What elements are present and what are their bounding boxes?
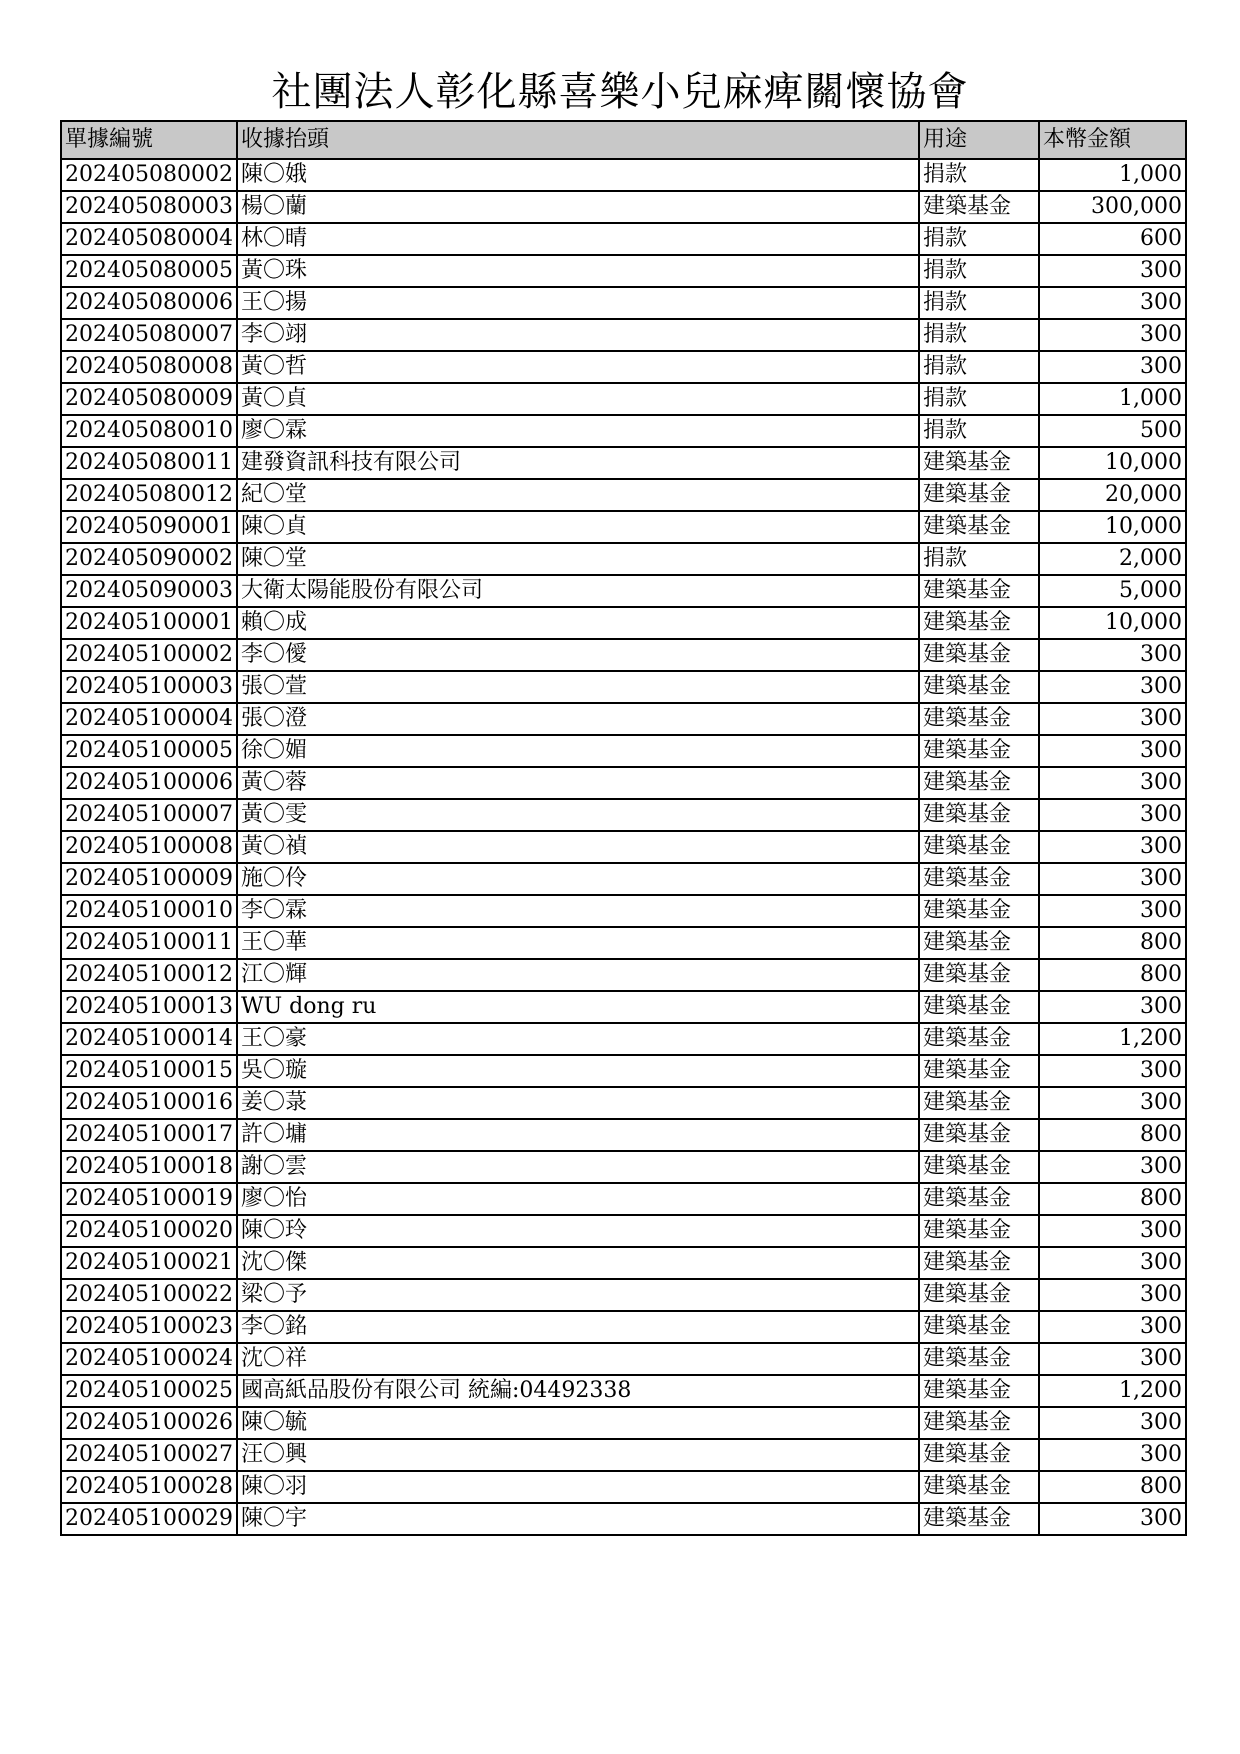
receipt-title-cell: 國高紙品股份有限公司 統編:04492338 <box>237 1375 919 1407</box>
amount-cell: 800 <box>1039 959 1186 991</box>
table-row <box>61 255 1186 287</box>
table-row <box>61 1215 1186 1247</box>
receipt-number-cell: 202405100007 <box>61 799 237 831</box>
purpose-cell: 建築基金 <box>919 575 1039 607</box>
table-row <box>61 607 1186 639</box>
receipts-table <box>60 120 1187 1536</box>
receipt-title-cell: 李〇僾 <box>237 639 919 671</box>
table-row <box>61 1375 1186 1407</box>
amount-cell: 10,000 <box>1039 511 1186 543</box>
table-row <box>61 1247 1186 1279</box>
receipt-number-cell: 202405100001 <box>61 607 237 639</box>
purpose-cell: 建築基金 <box>919 191 1039 223</box>
purpose-cell: 建築基金 <box>919 1311 1039 1343</box>
table-row <box>61 1311 1186 1343</box>
receipt-title-cell: 梁〇予 <box>237 1279 919 1311</box>
purpose-cell: 捐款 <box>919 543 1039 575</box>
receipt-number-cell: 202405100020 <box>61 1215 237 1247</box>
purpose-cell: 捐款 <box>919 319 1039 351</box>
purpose-cell: 建築基金 <box>919 991 1039 1023</box>
receipt-title-cell: 李〇霖 <box>237 895 919 927</box>
receipt-number-cell: 202405100014 <box>61 1023 237 1055</box>
receipt-title-cell: 黃〇禎 <box>237 831 919 863</box>
table-body <box>61 159 1186 1535</box>
receipt-number-cell: 202405080009 <box>61 383 237 415</box>
purpose-cell: 建築基金 <box>919 479 1039 511</box>
purpose-cell: 捐款 <box>919 415 1039 447</box>
receipt-number-cell: 202405080010 <box>61 415 237 447</box>
purpose-cell: 建築基金 <box>919 863 1039 895</box>
receipt-title-cell: 黃〇貞 <box>237 383 919 415</box>
table-row <box>61 895 1186 927</box>
purpose-cell: 建築基金 <box>919 831 1039 863</box>
receipt-title-cell: 林〇晴 <box>237 223 919 255</box>
receipt-title-cell: 楊〇蘭 <box>237 191 919 223</box>
receipt-title-cell: 張〇澄 <box>237 703 919 735</box>
amount-cell: 300 <box>1039 1503 1186 1535</box>
amount-cell: 800 <box>1039 927 1186 959</box>
amount-cell: 10,000 <box>1039 447 1186 479</box>
table-row <box>61 703 1186 735</box>
receipt-number-cell: 202405100003 <box>61 671 237 703</box>
purpose-cell: 建築基金 <box>919 447 1039 479</box>
receipt-title-cell: 黃〇蓉 <box>237 767 919 799</box>
amount-cell: 300 <box>1039 863 1186 895</box>
amount-cell: 300 <box>1039 799 1186 831</box>
table-row <box>61 671 1186 703</box>
amount-cell: 20,000 <box>1039 479 1186 511</box>
receipt-number-cell: 202405100011 <box>61 927 237 959</box>
receipt-title-cell: 施〇伶 <box>237 863 919 895</box>
table-row <box>61 639 1186 671</box>
amount-cell: 300 <box>1039 319 1186 351</box>
purpose-cell: 捐款 <box>919 287 1039 319</box>
receipt-number-cell: 202405100023 <box>61 1311 237 1343</box>
receipt-title-cell: 江〇輝 <box>237 959 919 991</box>
receipt-number-cell: 202405100019 <box>61 1183 237 1215</box>
receipt-title-cell: 陳〇毓 <box>237 1407 919 1439</box>
receipt-title-cell: 姜〇菉 <box>237 1087 919 1119</box>
header-purpose: 用途 <box>919 121 1039 159</box>
receipt-title-cell: 張〇萱 <box>237 671 919 703</box>
table-row <box>61 767 1186 799</box>
receipt-number-cell: 202405100026 <box>61 1407 237 1439</box>
table-row <box>61 383 1186 415</box>
purpose-cell: 捐款 <box>919 159 1039 191</box>
amount-cell: 300 <box>1039 1087 1186 1119</box>
purpose-cell: 建築基金 <box>919 607 1039 639</box>
purpose-cell: 建築基金 <box>919 1055 1039 1087</box>
receipt-title-cell: 大衛太陽能股份有限公司 <box>237 575 919 607</box>
purpose-cell: 建築基金 <box>919 895 1039 927</box>
table-row <box>61 991 1186 1023</box>
amount-cell: 300 <box>1039 767 1186 799</box>
receipt-number-cell: 202405080007 <box>61 319 237 351</box>
amount-cell: 600 <box>1039 223 1186 255</box>
purpose-cell: 捐款 <box>919 255 1039 287</box>
amount-cell: 300 <box>1039 671 1186 703</box>
amount-cell: 300 <box>1039 255 1186 287</box>
table-row <box>61 1087 1186 1119</box>
receipt-number-cell: 202405090002 <box>61 543 237 575</box>
document-title: 社團法人彰化縣喜樂小兒麻痺關懷協會 <box>271 69 969 115</box>
table-row <box>61 319 1186 351</box>
receipt-title-cell: 陳〇堂 <box>237 543 919 575</box>
amount-cell: 300 <box>1039 639 1186 671</box>
receipt-title-cell: 陳〇娥 <box>237 159 919 191</box>
receipt-title-cell: 王〇華 <box>237 927 919 959</box>
receipt-number-cell: 202405080008 <box>61 351 237 383</box>
purpose-cell: 建築基金 <box>919 799 1039 831</box>
amount-cell: 300 <box>1039 735 1186 767</box>
receipt-title-cell: 賴〇成 <box>237 607 919 639</box>
purpose-cell: 捐款 <box>919 383 1039 415</box>
table-row <box>61 479 1186 511</box>
purpose-cell: 捐款 <box>919 351 1039 383</box>
receipt-number-cell: 202405080011 <box>61 447 237 479</box>
receipt-number-cell: 202405100009 <box>61 863 237 895</box>
receipt-number-cell: 202405100027 <box>61 1439 237 1471</box>
table-row <box>61 1343 1186 1375</box>
receipt-title-cell: 陳〇羽 <box>237 1471 919 1503</box>
amount-cell: 300 <box>1039 1407 1186 1439</box>
amount-cell: 300 <box>1039 1247 1186 1279</box>
purpose-cell: 捐款 <box>919 223 1039 255</box>
receipt-title-cell: 徐〇媚 <box>237 735 919 767</box>
receipt-number-cell: 202405100012 <box>61 959 237 991</box>
purpose-cell: 建築基金 <box>919 1119 1039 1151</box>
receipt-number-cell: 202405100017 <box>61 1119 237 1151</box>
table-row <box>61 927 1186 959</box>
table-row <box>61 575 1186 607</box>
table-row <box>61 863 1186 895</box>
receipt-number-cell: 202405080012 <box>61 479 237 511</box>
purpose-cell: 建築基金 <box>919 511 1039 543</box>
receipt-number-cell: 202405100025 <box>61 1375 237 1407</box>
amount-cell: 1,000 <box>1039 159 1186 191</box>
receipt-number-cell: 202405090001 <box>61 511 237 543</box>
receipt-number-cell: 202405080004 <box>61 223 237 255</box>
receipt-number-cell: 202405080006 <box>61 287 237 319</box>
purpose-cell: 建築基金 <box>919 1439 1039 1471</box>
purpose-cell: 建築基金 <box>919 735 1039 767</box>
amount-cell: 300 <box>1039 1055 1186 1087</box>
table-row <box>61 447 1186 479</box>
purpose-cell: 建築基金 <box>919 1183 1039 1215</box>
purpose-cell: 建築基金 <box>919 1151 1039 1183</box>
amount-cell: 300 <box>1039 1343 1186 1375</box>
receipt-title-cell: WU dong ru <box>237 991 919 1023</box>
receipt-title-cell: 黃〇哲 <box>237 351 919 383</box>
receipt-number-cell: 202405080002 <box>61 159 237 191</box>
receipt-number-cell: 202405100010 <box>61 895 237 927</box>
table-row <box>61 1471 1186 1503</box>
table-row <box>61 415 1186 447</box>
table-row <box>61 1119 1186 1151</box>
purpose-cell: 建築基金 <box>919 1375 1039 1407</box>
table-row <box>61 831 1186 863</box>
table-row <box>61 799 1186 831</box>
purpose-cell: 建築基金 <box>919 1343 1039 1375</box>
receipt-number-cell: 202405100005 <box>61 735 237 767</box>
receipt-number-cell: 202405080003 <box>61 191 237 223</box>
receipt-title-cell: 廖〇怡 <box>237 1183 919 1215</box>
receipt-title-cell: 王〇揚 <box>237 287 919 319</box>
receipt-number-cell: 202405100006 <box>61 767 237 799</box>
amount-cell: 1,200 <box>1039 1375 1186 1407</box>
receipt-title-cell: 紀〇堂 <box>237 479 919 511</box>
receipt-number-cell: 202405100022 <box>61 1279 237 1311</box>
amount-cell: 300 <box>1039 351 1186 383</box>
table-row <box>61 223 1186 255</box>
amount-cell: 300 <box>1039 991 1186 1023</box>
table-header <box>61 121 1186 159</box>
receipt-title-cell: 王〇豪 <box>237 1023 919 1055</box>
receipt-title-cell: 許〇墉 <box>237 1119 919 1151</box>
receipt-number-cell: 202405100008 <box>61 831 237 863</box>
receipt-number-cell: 202405100015 <box>61 1055 237 1087</box>
table-row <box>61 1407 1186 1439</box>
receipt-number-cell: 202405100013 <box>61 991 237 1023</box>
table-row <box>61 1503 1186 1535</box>
receipt-title-cell: 吳〇璇 <box>237 1055 919 1087</box>
receipt-title-cell: 謝〇雲 <box>237 1151 919 1183</box>
header-amount: 本幣金額 <box>1039 121 1186 159</box>
table-row <box>61 1183 1186 1215</box>
receipt-title-cell: 黃〇雯 <box>237 799 919 831</box>
amount-cell: 5,000 <box>1039 575 1186 607</box>
amount-cell: 300 <box>1039 1151 1186 1183</box>
receipt-number-cell: 202405100004 <box>61 703 237 735</box>
receipt-number-cell: 202405100029 <box>61 1503 237 1535</box>
receipt-title-cell: 黃〇珠 <box>237 255 919 287</box>
table-row <box>61 1151 1186 1183</box>
receipt-number-cell: 202405100021 <box>61 1247 237 1279</box>
header-row <box>61 121 1186 159</box>
table-row <box>61 1439 1186 1471</box>
table-row <box>61 543 1186 575</box>
amount-cell: 300 <box>1039 703 1186 735</box>
receipt-number-cell: 202405100024 <box>61 1343 237 1375</box>
receipt-number-cell: 202405080005 <box>61 255 237 287</box>
purpose-cell: 建築基金 <box>919 1087 1039 1119</box>
receipt-number-cell: 202405100016 <box>61 1087 237 1119</box>
amount-cell: 300 <box>1039 1439 1186 1471</box>
amount-cell: 300 <box>1039 1279 1186 1311</box>
amount-cell: 1,000 <box>1039 383 1186 415</box>
table-row <box>61 959 1186 991</box>
amount-cell: 300 <box>1039 1311 1186 1343</box>
table-row <box>61 1279 1186 1311</box>
table-row <box>61 1023 1186 1055</box>
purpose-cell: 建築基金 <box>919 927 1039 959</box>
purpose-cell: 建築基金 <box>919 1407 1039 1439</box>
purpose-cell: 建築基金 <box>919 959 1039 991</box>
header-receipt-number: 單據編號 <box>61 121 237 159</box>
receipt-number-cell: 202405090003 <box>61 575 237 607</box>
purpose-cell: 建築基金 <box>919 703 1039 735</box>
table-row <box>61 511 1186 543</box>
amount-cell: 2,000 <box>1039 543 1186 575</box>
table-row <box>61 735 1186 767</box>
table-row <box>61 351 1186 383</box>
amount-cell: 800 <box>1039 1183 1186 1215</box>
amount-cell: 300 <box>1039 831 1186 863</box>
table-row <box>61 287 1186 319</box>
amount-cell: 800 <box>1039 1119 1186 1151</box>
purpose-cell: 建築基金 <box>919 639 1039 671</box>
amount-cell: 300 <box>1039 1215 1186 1247</box>
amount-cell: 800 <box>1039 1471 1186 1503</box>
header-receipt-title: 收據抬頭 <box>237 121 919 159</box>
amount-cell: 500 <box>1039 415 1186 447</box>
table-row <box>61 191 1186 223</box>
receipt-title-cell: 建發資訊科技有限公司 <box>237 447 919 479</box>
table-row <box>61 1055 1186 1087</box>
receipt-title-cell: 汪〇興 <box>237 1439 919 1471</box>
table-row <box>61 159 1186 191</box>
amount-cell: 300 <box>1039 287 1186 319</box>
receipt-title-cell: 陳〇玲 <box>237 1215 919 1247</box>
receipt-number-cell: 202405100028 <box>61 1471 237 1503</box>
amount-cell: 10,000 <box>1039 607 1186 639</box>
amount-cell: 300 <box>1039 895 1186 927</box>
amount-cell: 300,000 <box>1039 191 1186 223</box>
purpose-cell: 建築基金 <box>919 1503 1039 1535</box>
receipt-number-cell: 202405100018 <box>61 1151 237 1183</box>
receipt-title-cell: 李〇銘 <box>237 1311 919 1343</box>
receipt-title-cell: 沈〇傑 <box>237 1247 919 1279</box>
purpose-cell: 建築基金 <box>919 1471 1039 1503</box>
purpose-cell: 建築基金 <box>919 1247 1039 1279</box>
receipt-title-cell: 陳〇宇 <box>237 1503 919 1535</box>
receipt-title-cell: 李〇翊 <box>237 319 919 351</box>
receipt-number-cell: 202405100002 <box>61 639 237 671</box>
purpose-cell: 建築基金 <box>919 671 1039 703</box>
purpose-cell: 建築基金 <box>919 767 1039 799</box>
purpose-cell: 建築基金 <box>919 1279 1039 1311</box>
purpose-cell: 建築基金 <box>919 1215 1039 1247</box>
receipt-title-cell: 沈〇祥 <box>237 1343 919 1375</box>
amount-cell: 1,200 <box>1039 1023 1186 1055</box>
receipt-title-cell: 陳〇貞 <box>237 511 919 543</box>
receipt-title-cell: 廖〇霖 <box>237 415 919 447</box>
purpose-cell: 建築基金 <box>919 1023 1039 1055</box>
